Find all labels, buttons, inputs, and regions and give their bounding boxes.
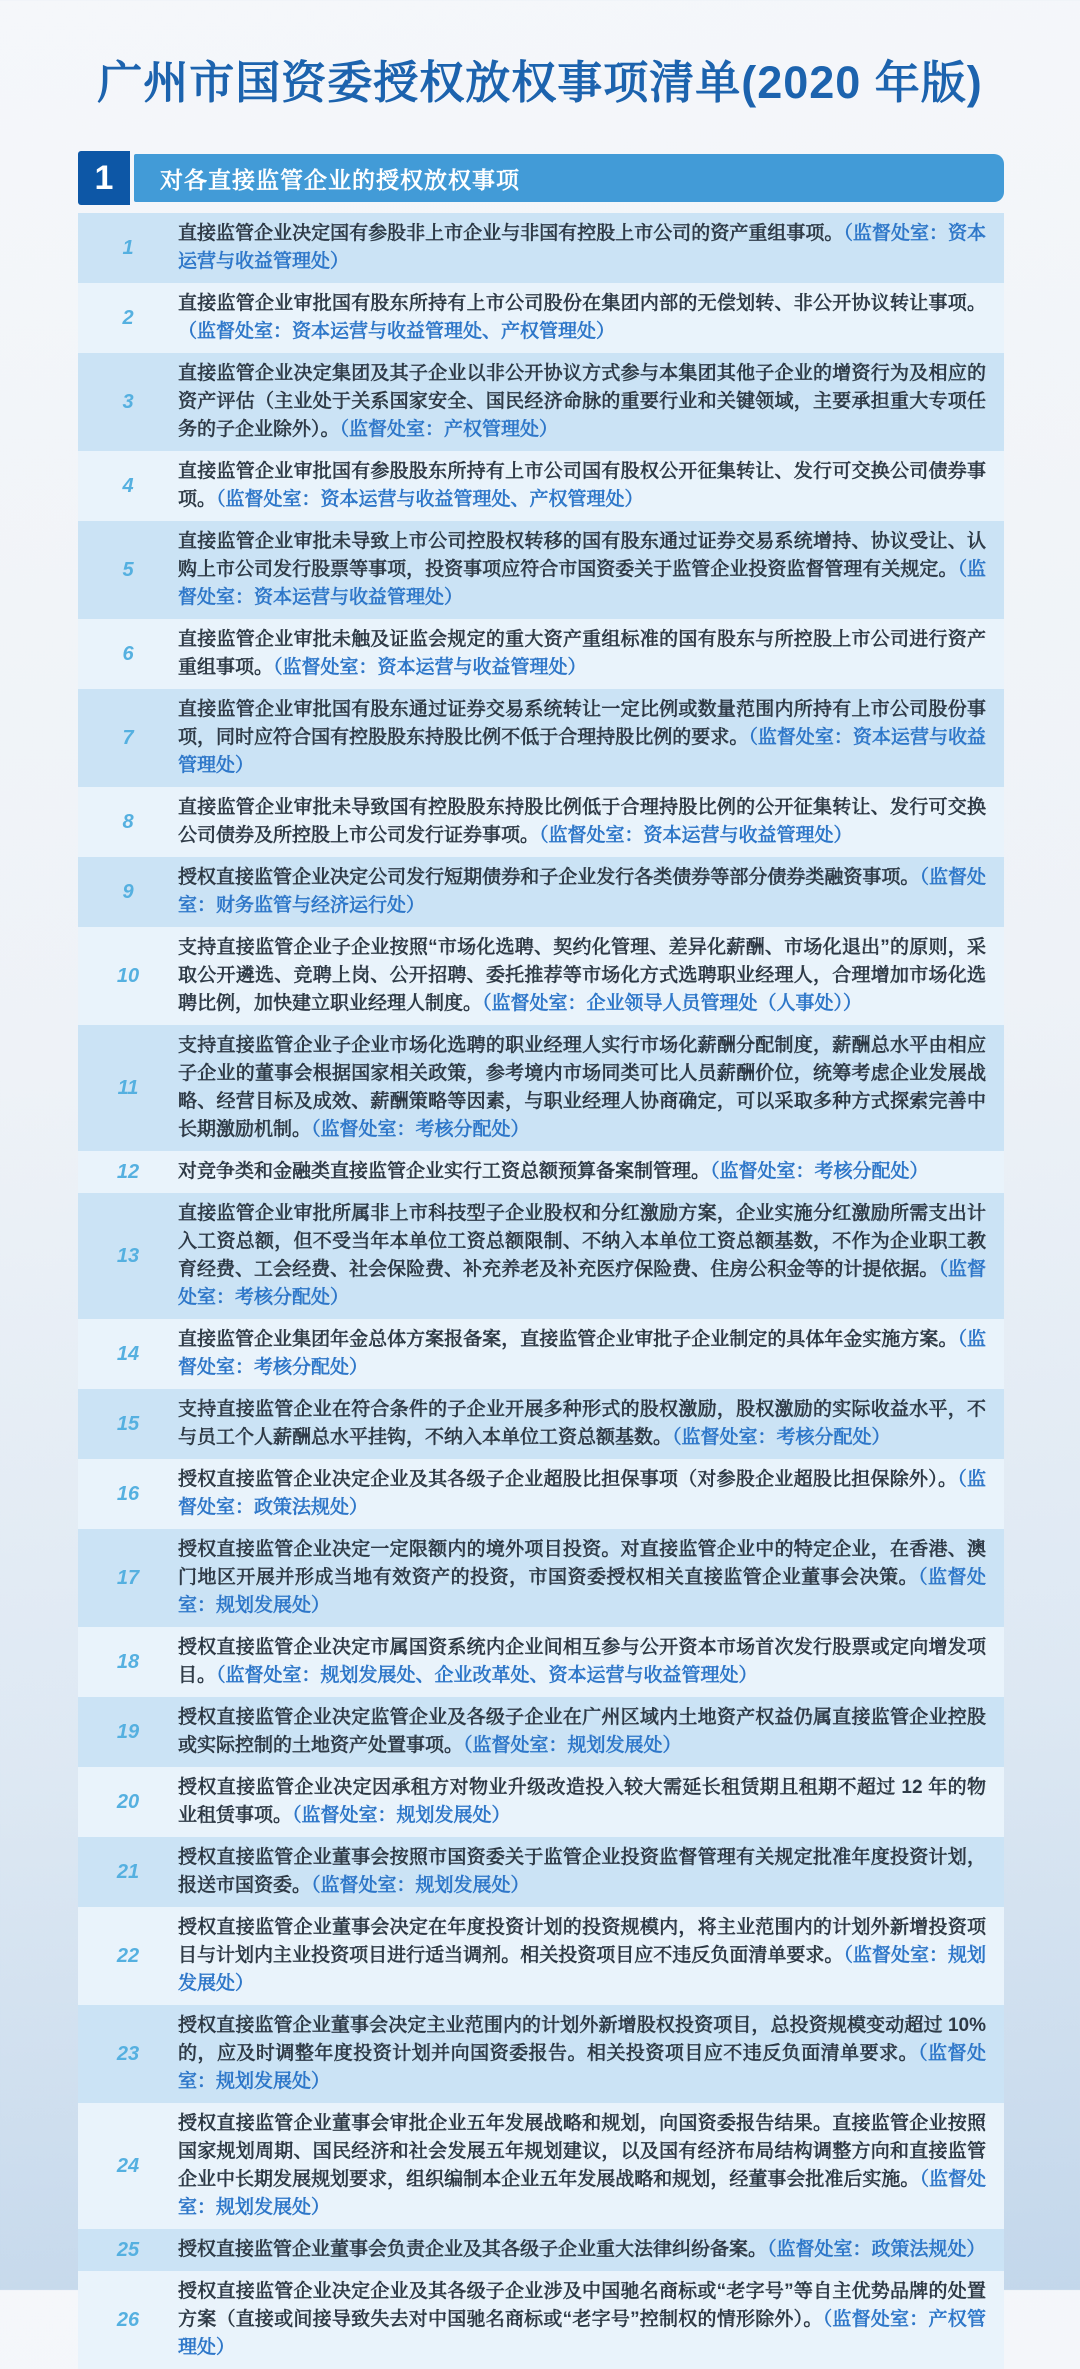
item-body: 直接监管企业审批国有股东所持有上市公司股份在集团内部的无偿划转、非公开协议转让事项。 bbox=[178, 293, 986, 314]
item-dept: （监督处室：规划发展处） bbox=[178, 1945, 986, 1994]
item-number: 8 bbox=[122, 810, 134, 833]
items-list bbox=[78, 213, 1004, 2369]
section-title-bar: 对各直接监管企业的授权放权事项 bbox=[134, 154, 1004, 202]
item-body: 授权直接监管企业董事会负责企业及其各级子企业重大法律纠纷备案。 bbox=[178, 2239, 768, 2260]
item-text bbox=[178, 521, 1004, 619]
item-text bbox=[178, 1697, 1004, 1767]
list-item bbox=[78, 2271, 1004, 2369]
item-body: 授权直接监管企业董事会决定在年度投资计划的投资规模内，将主业范围内的计划外新增投资项目与计划内主业投资项目进行适当调剂。相关投资项目应不违反负面清单要求。 bbox=[178, 1917, 986, 1966]
item-dept: （监督处室：规划发展处） bbox=[178, 1567, 986, 1616]
list-item bbox=[78, 521, 1004, 619]
item-number: 16 bbox=[116, 1482, 140, 1505]
list-item bbox=[78, 857, 1004, 927]
item-text bbox=[178, 1319, 1004, 1389]
item-text bbox=[178, 1767, 1004, 1837]
item-number: 9 bbox=[122, 880, 134, 903]
item-body: 直接监管企业审批未导致国有控股股东持股比例低于合理持股比例的公开征集转让、发行可交换公司债券及所控股上市公司发行证券事项。 bbox=[178, 797, 986, 846]
item-number: 13 bbox=[116, 1244, 140, 1267]
item-dept: （监督处室：企业领导人员管理处（人事处）） bbox=[482, 993, 863, 1014]
list-item bbox=[78, 2005, 1004, 2103]
item-dept: （监督处室：规划发展处） bbox=[311, 1875, 530, 1896]
item-number: 21 bbox=[116, 1860, 140, 1883]
item-text bbox=[178, 353, 1004, 451]
item-text bbox=[178, 1627, 1004, 1697]
item-body: 支持直接监管企业子企业市场化选聘的职业经理人实行市场化薪酬分配制度，薪酬总水平由相应子企业的董事会根据国家相关政策，参考境内市场同类可比人员薪酬价位，统筹考虑企业发展战略、经营目标及成效、薪酬策略等因素，与职业经理人协商确定，可以采取多种方式探索完善中长期激励机制。 bbox=[178, 1035, 986, 1140]
item-body: 授权直接监管企业决定企业及其各级子企业超股比担保事项（对参股企业超股比担保除外）。 bbox=[178, 1469, 958, 1490]
item-number: 26 bbox=[116, 2308, 140, 2331]
list-item bbox=[78, 927, 1004, 1025]
item-number: 19 bbox=[116, 1720, 140, 1743]
item-number: 2 bbox=[122, 306, 134, 329]
item-body: 授权直接监管企业董事会审批企业五年发展战略和规划，向国资委报告结果。直接监管企业按照国家规划周期、国民经济和社会发展五年规划建议，以及国有经济布局结构调整方向和直接监管企业中长期发展规划要求，组织编制本企业五年发展战略和规划，经董事会批准后实施。 bbox=[178, 2113, 986, 2190]
item-number: 11 bbox=[117, 1076, 139, 1099]
list-item bbox=[78, 1193, 1004, 1319]
item-text bbox=[178, 451, 1004, 521]
list-item bbox=[78, 2103, 1004, 2229]
item-text bbox=[178, 1837, 1004, 1907]
item-number: 18 bbox=[116, 1650, 140, 1673]
list-item bbox=[78, 1767, 1004, 1837]
item-text bbox=[178, 1907, 1004, 2005]
item-dept: （监督处室：考核分配处） bbox=[178, 1329, 986, 1378]
item-number: 1 bbox=[122, 236, 134, 259]
item-text bbox=[178, 2103, 1004, 2229]
item-body: 授权直接监管企业决定一定限额内的境外项目投资。对直接监管企业中的特定企业，在香港、澳门地区开展并形成当地有效资产的投资，市国资委授权相关直接监管企业董事会决策。 bbox=[178, 1539, 986, 1588]
item-dept: （监督处室：政策法规处） bbox=[767, 2239, 986, 2260]
item-text bbox=[178, 2005, 1004, 2103]
item-text bbox=[178, 1193, 1004, 1319]
item-dept: （监督处室：考核分配处） bbox=[178, 1259, 986, 1308]
section-header bbox=[78, 151, 1004, 205]
item-body: 授权直接监管企业决定因承租方对物业升级改造投入较大需延长租赁期且租期不超过 12 年的物业租赁事项。 bbox=[178, 1777, 986, 1826]
item-dept: （监督处室：财务监管与经济运行处） bbox=[178, 867, 986, 916]
item-text bbox=[178, 619, 1004, 689]
item-number: 3 bbox=[122, 390, 134, 413]
list-item bbox=[78, 1025, 1004, 1151]
item-number: 5 bbox=[122, 558, 134, 581]
item-number: 15 bbox=[116, 1412, 140, 1435]
list-item bbox=[78, 787, 1004, 857]
item-body: 授权直接监管企业决定企业及其各级子企业涉及中国驰名商标或“老字号”等自主优势品牌的处置方案（直接或间接导致失去对中国驰名商标或“老字号”控制权的情形除外）。 bbox=[178, 2281, 986, 2330]
item-dept: （监督处室：产权管理处） bbox=[178, 2309, 986, 2358]
item-dept: （监督处室：资本运营与收益管理处） bbox=[178, 727, 986, 776]
item-number: 22 bbox=[116, 1944, 140, 1967]
item-dept: （监督处室：考核分配处） bbox=[710, 1161, 929, 1182]
list-item bbox=[78, 1529, 1004, 1627]
item-dept: （监督处室：规划发展处） bbox=[292, 1805, 511, 1826]
item-body: 授权直接监管企业决定公司发行短期债券和子企业发行各类债券等部分债券类融资事项。 bbox=[178, 867, 920, 888]
item-text bbox=[178, 1151, 1004, 1193]
item-number: 23 bbox=[116, 2042, 140, 2065]
list-item bbox=[78, 1907, 1004, 2005]
item-number: 6 bbox=[122, 642, 134, 665]
item-body: 直接监管企业审批国有参股股东所持有上市公司国有股权公开征集转让、发行可交换公司债券事项。 bbox=[178, 461, 986, 510]
item-number: 20 bbox=[116, 1790, 140, 1813]
item-text bbox=[178, 1025, 1004, 1151]
item-dept: （监督处室：规划发展处） bbox=[178, 2043, 986, 2092]
list-item bbox=[78, 283, 1004, 353]
item-text bbox=[178, 213, 1004, 283]
item-body: 授权直接监管企业决定监管企业及各级子企业在广州区域内土地资产权益仍属直接监管企业控股或实际控制的土地资产处置事项。 bbox=[178, 1707, 986, 1756]
item-dept: （监督处室：资本运营与收益管理处） bbox=[273, 657, 587, 678]
item-text bbox=[178, 787, 1004, 857]
list-item bbox=[78, 353, 1004, 451]
item-body: 授权直接监管企业决定市属国资系统内企业间相互参与公开资本市场首次发行股票或定向增发项目。 bbox=[178, 1637, 986, 1686]
item-dept: （监督处室：资本运营与收益管理处） bbox=[178, 559, 986, 608]
item-number: 17 bbox=[116, 1566, 140, 1589]
item-body: 直接监管企业审批国有股东通过证券交易系统转让一定比例或数量范围内所持有上市公司股份事项，同时应符合国有控股股东持股比例不低于合理持股比例的要求。 bbox=[178, 699, 986, 748]
item-number: 25 bbox=[116, 2238, 140, 2261]
item-text bbox=[178, 2229, 1004, 2271]
list-item bbox=[78, 1697, 1004, 1767]
item-text bbox=[178, 1459, 1004, 1529]
item-dept: （监督处室：资本运营与收益管理处、产权管理处） bbox=[216, 489, 644, 510]
item-text bbox=[178, 2271, 1004, 2369]
list-item bbox=[78, 1151, 1004, 1193]
item-body: 授权直接监管企业董事会决定主业范围内的计划外新增股权投资项目，总投资规模变动超过 10% 的，应及时调整年度投资计划并向国资委报告。相关投资项目应不违反负面清单要求。 bbox=[178, 2015, 986, 2064]
item-dept: （监督处室：资本运营与收益管理处） bbox=[539, 825, 853, 846]
list-item bbox=[78, 1627, 1004, 1697]
item-body: 直接监管企业审批未导致上市公司控股权转移的国有股东通过证券交易系统增持、协议受让、认购上市公司发行股票等事项，投资事项应符合市国资委关于监管企业投资监督管理有关规定。 bbox=[178, 531, 986, 580]
item-text bbox=[178, 689, 1004, 787]
list-item bbox=[78, 213, 1004, 283]
item-number: 24 bbox=[116, 2154, 140, 2177]
item-body: 对竞争类和金融类直接监管企业实行工资总额预算备案制管理。 bbox=[178, 1161, 711, 1182]
item-dept: （监督处室：资本运营与收益管理处、产权管理处） bbox=[178, 321, 616, 342]
item-body: 直接监管企业审批所属非上市科技型子企业股权和分红激励方案，企业实施分红激励所需支出计入工资总额，但不受当年本单位工资总额限制、不纳入本单位工资总额基数，不作为企业职工教育经费、工会经费、社会保险费、补充养老及补充医疗保险费、住房公积金等的计提依据。 bbox=[178, 1203, 986, 1280]
item-body: 直接监管企业审批未触及证监会规定的重大资产重组标准的国有股东与所控股上市公司进行资产重组事项。 bbox=[178, 629, 986, 678]
section-number-badge: 1 bbox=[78, 151, 130, 205]
item-dept: （监督处室：产权管理处） bbox=[339, 419, 559, 440]
item-text bbox=[178, 927, 1004, 1025]
item-body: 直接监管企业决定国有参股非上市企业与非国有控股上市公司的资产重组事项。 bbox=[178, 223, 844, 244]
list-item bbox=[78, 451, 1004, 521]
list-item bbox=[78, 1389, 1004, 1459]
item-text bbox=[178, 1389, 1004, 1459]
item-dept: （监督处室：资本运营与收益管理处） bbox=[178, 223, 986, 272]
list-item bbox=[78, 1837, 1004, 1907]
item-text bbox=[178, 283, 1004, 353]
item-body: 支持直接监管企业子企业按照“市场化选聘、契约化管理、差异化薪酬、市场化退出”的原则，采取公开遴选、竞聘上岗、公开招聘、委托推荐等市场化方式选聘职业经理人，合理增加市场化选聘比例，加快建立职业经理人制度。 bbox=[178, 937, 986, 1014]
page-title: 广州市国资委授权放权事项清单(2020 年版) bbox=[97, 57, 983, 108]
item-number: 14 bbox=[116, 1342, 140, 1365]
item-body: 直接监管企业集团年金总体方案报备案，直接监管企业审批子企业制定的具体年金实施方案。 bbox=[178, 1329, 958, 1350]
list-item bbox=[78, 689, 1004, 787]
item-dept: （监督处室：规划发展处、企业改革处、资本运营与收益管理处） bbox=[216, 1665, 758, 1686]
list-item bbox=[78, 1319, 1004, 1389]
item-body: 直接监管企业决定集团及其子企业以非公开协议方式参与本集团其他子企业的增资行为及相应的资产评估（主业处于关系国家安全、国民经济命脉的重要行业和关键领域，主要承担重大专项任务的子企业除外）。 bbox=[178, 363, 986, 440]
list-item bbox=[78, 2229, 1004, 2271]
item-dept: （监督处室：规划发展处） bbox=[463, 1735, 682, 1756]
item-number: 12 bbox=[116, 1160, 140, 1183]
item-dept: （监督处室：政策法规处） bbox=[178, 1469, 986, 1518]
item-dept: （监督处室：规划发展处） bbox=[178, 2169, 986, 2218]
item-text bbox=[178, 1529, 1004, 1627]
item-number: 10 bbox=[116, 964, 140, 987]
item-dept: （监督处室：考核分配处） bbox=[311, 1119, 530, 1140]
item-dept: （监督处室：考核分配处） bbox=[672, 1427, 891, 1448]
item-body: 授权直接监管企业董事会按照市国资委关于监管企业投资监督管理有关规定批准年度投资计划，报送市国资委。 bbox=[178, 1847, 986, 1896]
item-number: 7 bbox=[122, 726, 134, 749]
list-item bbox=[78, 619, 1004, 689]
list-item bbox=[78, 1459, 1004, 1529]
item-number: 4 bbox=[122, 474, 134, 497]
item-text bbox=[178, 857, 1004, 927]
item-body: 支持直接监管企业在符合条件的子企业开展多种形式的股权激励，股权激励的实际收益水平，不与员工个人薪酬总水平挂钩，不纳入本单位工资总额基数。 bbox=[178, 1399, 986, 1448]
